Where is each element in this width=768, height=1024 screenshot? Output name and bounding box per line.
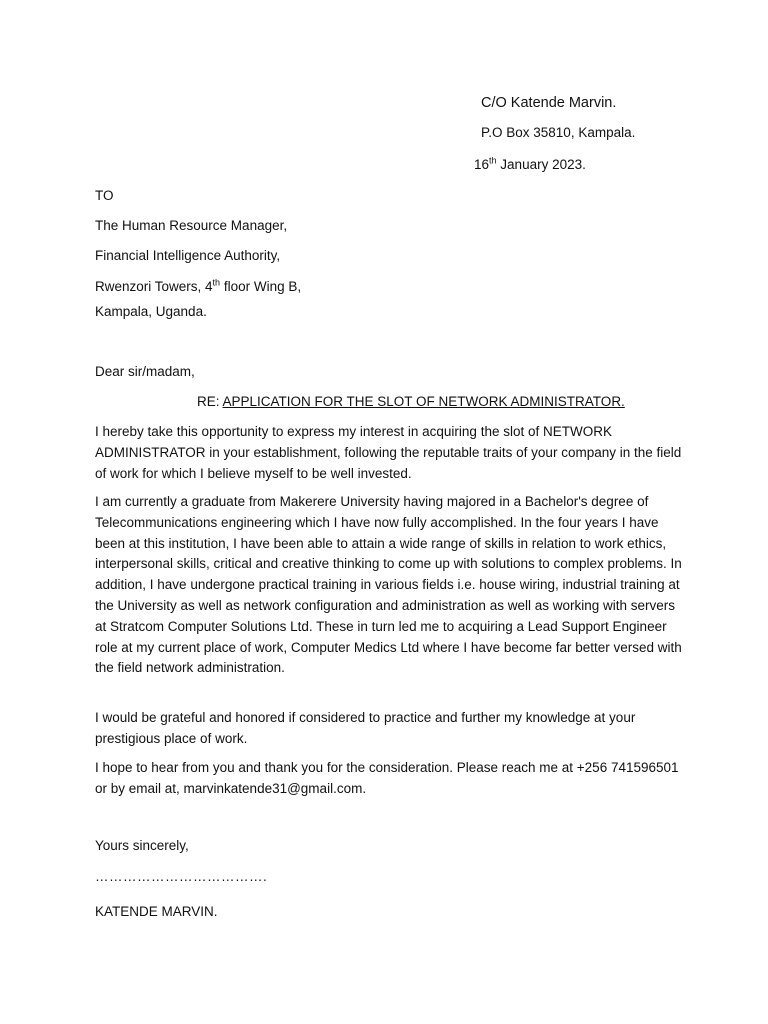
body-paragraph-4: I hope to hear from you and thank you for the consideration. Please reach me at +256 741596501 or by email at, marvinkatende31@gmail.com. xyxy=(95,760,679,796)
body-paragraph-2: I am currently a graduate from Makerere University having majored in a Bachelor's degree of Telecommunications engineering which I have now fully accomplished. In the four years I have been at this institution, I have been able to attain a wide range of skills in relation to work ethics, interpersonal skills, critical and creative thinking to come up with solutions to complex problems. In addition, I have undergone practical training in various fields i.e. house wiring, industrial training at the University as well as network configuration and administration as well as working with servers at Stratcom Computer Solutions Ltd. These in turn led me to acquiring a Lead Support Engineer role at my current place of work, Computer Medics Ltd where I have become far better versed with the field network administration. xyxy=(95,494,682,676)
closing-phrase: Yours sincerely, xyxy=(95,838,189,853)
recipient-organization: Financial Intelligence Authority, xyxy=(95,248,281,263)
sender-po-box: P.O Box 35810, Kampala. xyxy=(481,125,636,140)
recipient-building xyxy=(95,279,301,295)
body-paragraph-1: I hereby take this opportunity to express my interest in acquiring the slot of NETWORK ADMINISTRATOR in your establishment, following the reputable traits of your company in the field of work for which I believe myself to be well invested. xyxy=(95,424,682,481)
recipient-title: The Human Resource Manager, xyxy=(95,218,288,233)
date-suffix: th xyxy=(489,155,497,166)
signature-line: ………………………………. xyxy=(95,869,268,884)
recipient-city: Kampala, Uganda. xyxy=(95,304,207,319)
letter-date xyxy=(474,157,586,173)
subject-prefix: RE: xyxy=(197,394,223,409)
sender-name: C/O Katende Marvin. xyxy=(481,95,617,111)
floor-suffix: th xyxy=(212,277,221,288)
building-pre: Rwenzori Towers, 4 xyxy=(95,279,213,294)
date-month-year: January 2023. xyxy=(496,157,586,172)
salutation: Dear sir/madam, xyxy=(95,364,195,379)
subject-text: APPLICATION FOR THE SLOT OF NETWORK ADMINISTRATOR. xyxy=(222,394,625,409)
body-paragraph-3: I would be grateful and honored if considered to practice and further my knowledge at your prestigious place of work. xyxy=(95,710,636,746)
date-day: 16 xyxy=(474,157,490,172)
signer-name: KATENDE MARVIN. xyxy=(95,904,218,919)
building-post: floor Wing B, xyxy=(220,279,302,294)
subject-line xyxy=(197,394,625,410)
to-label: TO xyxy=(95,188,114,203)
